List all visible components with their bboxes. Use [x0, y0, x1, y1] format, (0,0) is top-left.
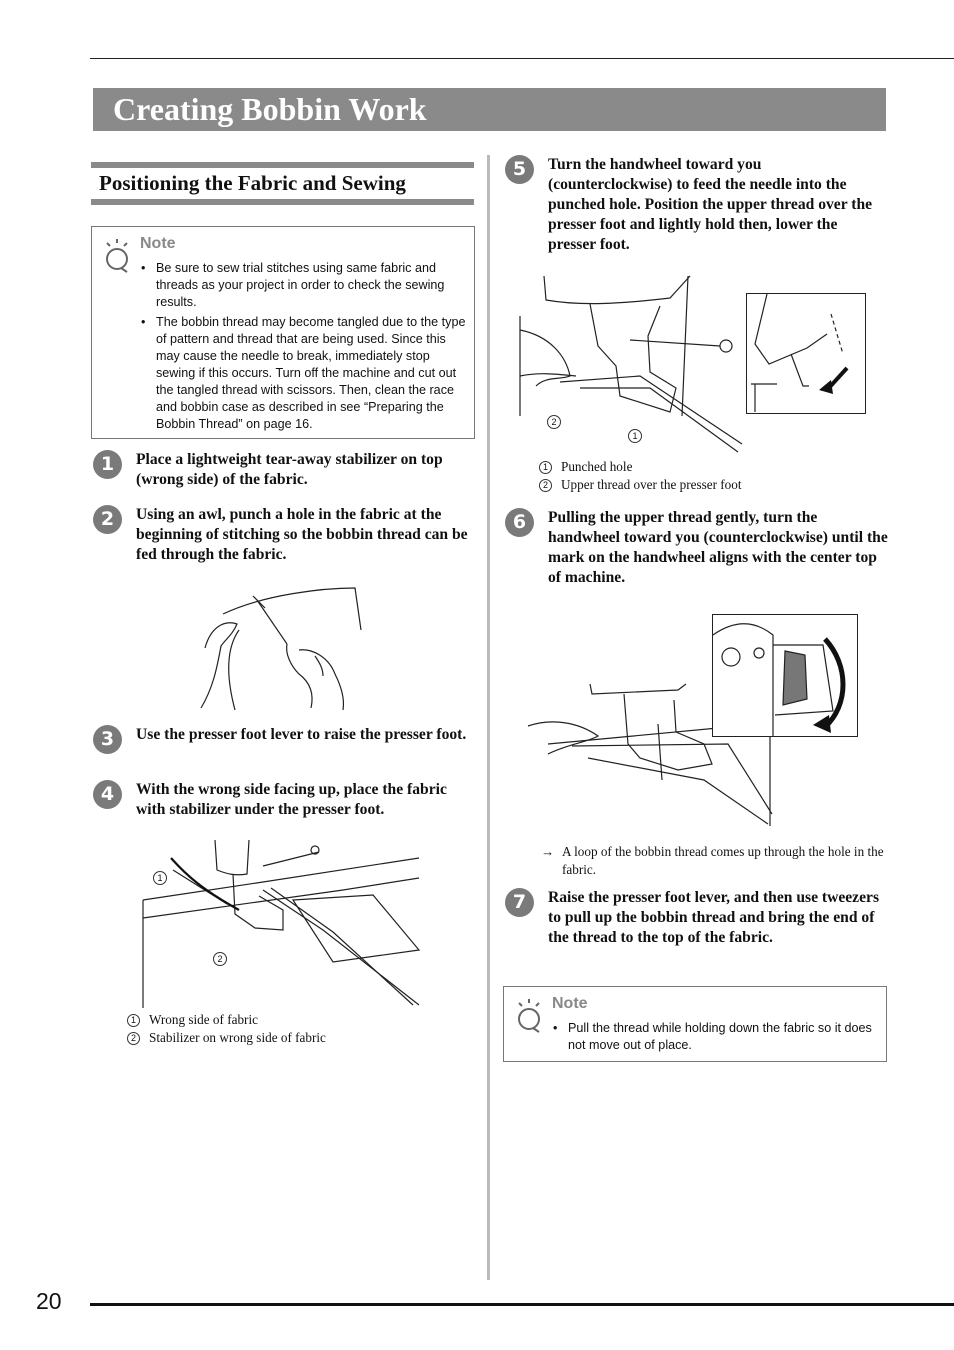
step-text-5: Turn the handwheel toward you (counterclockwise) to feed the needle into the punched hole. Position the upper thread over the presser foot and lightly hold then, lower the presser foot. — [548, 156, 873, 253]
caption-number: 2 — [539, 479, 552, 492]
note-box — [503, 986, 887, 1062]
section-title: Positioning the Fabric and Sewing — [99, 171, 406, 195]
chapter-title: Creating Bobbin Work — [93, 88, 886, 131]
step-text-2: Using an awl, punch a hole in the fabric at the beginning of stitching so the bobbin thread can be fed through the fabric. — [136, 506, 468, 563]
note-label: Note — [552, 995, 588, 1012]
inset-handwheel-box — [712, 614, 858, 737]
step-number-4: 4 — [93, 780, 122, 809]
note-label: Note — [140, 235, 176, 252]
figure-caption — [539, 458, 632, 476]
caption-text: Wrong side of fabric — [149, 1012, 258, 1027]
note-list — [138, 260, 470, 436]
note-lightbulb-icon — [513, 997, 545, 1038]
note-item: • Be sure to sew trial stitches using same fabric and threads as your project in order to check the sewing results. — [138, 260, 470, 311]
caption-text: Upper thread over the presser foot — [561, 477, 742, 492]
step-text-7: Raise the presser foot lever, and then use tweezers to pull up the bobbin thread and bring the end of the thread to the top of the fabric. — [548, 889, 880, 946]
caption-number: 1 — [127, 1014, 140, 1027]
footer-rule — [90, 1303, 954, 1306]
note-box — [91, 226, 475, 439]
caption-number: 1 — [539, 461, 552, 474]
fabric-under-presser-foot-illustration — [143, 840, 423, 1008]
result-text: A loop of the bobbin thread comes up through the hole in the fabric. — [562, 844, 884, 877]
step-text-1: Place a lightweight tear-away stabilizer on top (wrong side) of the fabric. — [136, 451, 443, 488]
caption-text: Punched hole — [561, 459, 633, 474]
caption-number: 2 — [127, 1032, 140, 1045]
inset-presser-lever-box — [746, 293, 866, 414]
note-item: • The bobbin thread may become tangled due to the type of pattern and thread that are being used. Since this may cause the needle to break, immediately stop sewing if this occurs. Turn off the machine and cut out the tangled thread with scissors. Then, clean the race and bobbin case as described in see “Preparing the Bobbin Thread” on page 16. — [138, 314, 470, 433]
step-number-6: 6 — [505, 508, 534, 537]
note-lightbulb-icon — [101, 237, 133, 278]
step-number-1: 1 — [93, 450, 122, 479]
section-rule-bottom — [91, 199, 474, 205]
figure-callout: 2 — [547, 415, 561, 429]
figure-caption — [539, 476, 742, 494]
figure-caption — [127, 1011, 258, 1029]
note-list — [550, 1020, 882, 1057]
step-number-7: 7 — [505, 888, 534, 917]
page-number: 20 — [36, 1288, 62, 1314]
step-number-5: 5 — [505, 155, 534, 184]
step-number-2: 2 — [93, 505, 122, 534]
figure-callout: 1 — [628, 429, 642, 443]
figure-callout: 1 — [153, 871, 167, 885]
result-arrow: → — [541, 844, 555, 859]
step-text-6: Pulling the upper thread gently, turn the handwheel toward you (counterclockwise) until the mark on the handwheel aligns with the center top of machine. — [548, 509, 888, 586]
step-number-3: 3 — [93, 725, 122, 754]
figure-caption — [127, 1029, 326, 1047]
header-rule — [90, 58, 954, 59]
awl-illustration — [195, 580, 370, 712]
caption-text: Stabilizer on wrong side of fabric — [149, 1030, 326, 1045]
column-divider — [487, 155, 490, 1280]
step-text-3: Use the presser foot lever to raise the presser foot. — [136, 726, 467, 743]
figure-callout: 2 — [213, 952, 227, 966]
note-item: • Pull the thread while holding down the fabric so it does not move out of place. — [550, 1020, 882, 1054]
step-text-4: With the wrong side facing up, place the fabric with stabilizer under the presser foot. — [136, 781, 447, 818]
